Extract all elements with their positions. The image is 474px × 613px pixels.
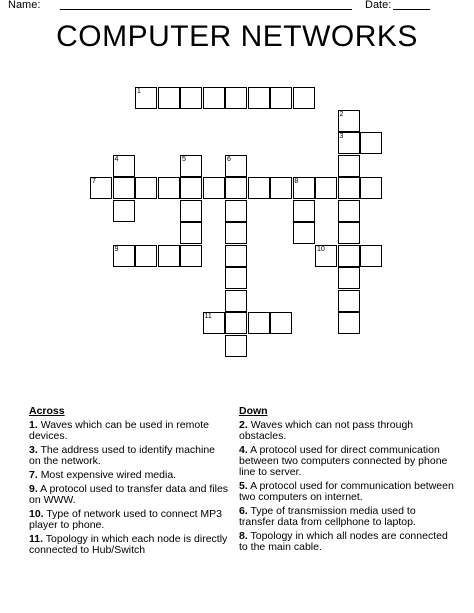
clue-number: 3 (339, 133, 344, 140)
clue-number: 8 (294, 178, 299, 185)
clue-number: 4 (114, 155, 119, 163)
across-clue: 9. A protocol used to transfer data and files on WWW. (29, 483, 229, 506)
down-clues (239, 406, 454, 556)
grid-cell[interactable] (113, 155, 135, 177)
grid-cell[interactable] (293, 87, 315, 109)
down-clue: 2. Waves which can not pass through obstacles. (239, 419, 414, 442)
name-label: Name: (8, 0, 41, 11)
across-clue: 1. Waves which can be used in remote devices. (29, 419, 209, 442)
grid-cell[interactable] (293, 222, 315, 244)
across-clue: 3. The address used to identify machine on the network. (29, 444, 216, 467)
down-heading: Down (239, 405, 268, 417)
grid-cell[interactable] (180, 155, 202, 177)
grid-cell[interactable] (225, 312, 247, 334)
grid-cell[interactable] (270, 87, 292, 109)
grid-cell[interactable] (225, 87, 247, 109)
clue-number: 9 (114, 245, 119, 253)
down-clue: 8. Topology in which all nodes are connected to the main cable. (239, 530, 448, 553)
grid-cell[interactable] (225, 222, 247, 244)
grid-cell[interactable] (180, 87, 202, 109)
grid-cell[interactable] (180, 245, 202, 267)
grid-cell[interactable] (338, 132, 360, 154)
grid-cell[interactable] (225, 245, 247, 267)
grid-cell[interactable] (338, 290, 360, 312)
grid-cell[interactable] (113, 245, 135, 267)
grid-cell[interactable] (315, 245, 337, 267)
grid-cell[interactable] (158, 245, 180, 267)
across-clue: 10. Type of network used to connect MP3 player to phone. (29, 508, 223, 531)
grid-cell[interactable] (360, 132, 382, 154)
grid-cell[interactable] (270, 177, 292, 199)
across-clue: 7. Most expensive wired media. (29, 469, 177, 481)
grid-cell[interactable] (203, 177, 225, 199)
grid-cell[interactable] (135, 245, 157, 267)
grid-cell[interactable] (225, 200, 247, 222)
grid-cell[interactable] (248, 87, 270, 109)
grid-cell[interactable] (203, 87, 225, 109)
grid-cell[interactable] (225, 267, 247, 289)
clue-number: 1 (137, 88, 141, 95)
clue-number: 11 (204, 313, 212, 320)
clue-number: 7 (92, 178, 96, 185)
grid-cell[interactable] (338, 155, 360, 177)
grid-cell[interactable] (225, 335, 247, 357)
grid-cell[interactable] (135, 87, 157, 109)
down-clue: 5. A protocol used for communication between two computers on internet. (239, 480, 454, 503)
page-title: COMPUTER NETWORKS (56, 20, 418, 53)
clue-number: 10 (317, 245, 325, 253)
grid-cell[interactable] (360, 245, 382, 267)
grid-cell[interactable] (180, 222, 202, 244)
clue-number: 5 (182, 155, 186, 163)
grid-cell[interactable] (360, 177, 382, 199)
grid-cell[interactable] (203, 312, 225, 334)
clue-number: 6 (227, 155, 231, 163)
grid-cell[interactable] (338, 267, 360, 289)
grid-cell[interactable] (338, 200, 360, 222)
grid-cell[interactable] (158, 87, 180, 109)
grid-cell[interactable] (180, 200, 202, 222)
grid-cell[interactable] (338, 177, 360, 199)
grid-cell[interactable] (225, 177, 247, 199)
date-label: Date: (365, 0, 392, 11)
grid-cell[interactable] (248, 177, 270, 199)
grid-cell[interactable] (225, 155, 247, 177)
down-clue: 6. Type of transmission media used to transfer data from cellphone to laptop. (239, 505, 416, 528)
grid-cell[interactable] (293, 177, 315, 199)
grid-cell[interactable] (338, 245, 360, 267)
grid-cell[interactable] (270, 312, 292, 334)
clue-number: 2 (339, 110, 344, 118)
across-clues (29, 406, 229, 559)
across-heading: Across (29, 405, 65, 417)
grid-cell[interactable] (158, 177, 180, 199)
grid-cell[interactable] (248, 312, 270, 334)
grid-cell[interactable] (315, 177, 337, 199)
grid-cell[interactable] (293, 200, 315, 222)
grid-cell[interactable] (180, 177, 202, 199)
grid-cell[interactable] (338, 312, 360, 334)
down-clue: 4. A protocol used for direct communication between two computers connected by phone line to server. (239, 444, 448, 478)
grid-cell[interactable] (338, 110, 360, 132)
grid-cell[interactable] (113, 200, 135, 222)
across-clue: 11. Topology in which each node is directly connected to Hub/Switch (29, 533, 228, 556)
grid-cell[interactable] (90, 177, 112, 199)
grid-cell[interactable] (113, 177, 135, 199)
grid-cell[interactable] (338, 222, 360, 244)
grid-cell[interactable] (135, 177, 157, 199)
grid-cell[interactable] (225, 290, 247, 312)
